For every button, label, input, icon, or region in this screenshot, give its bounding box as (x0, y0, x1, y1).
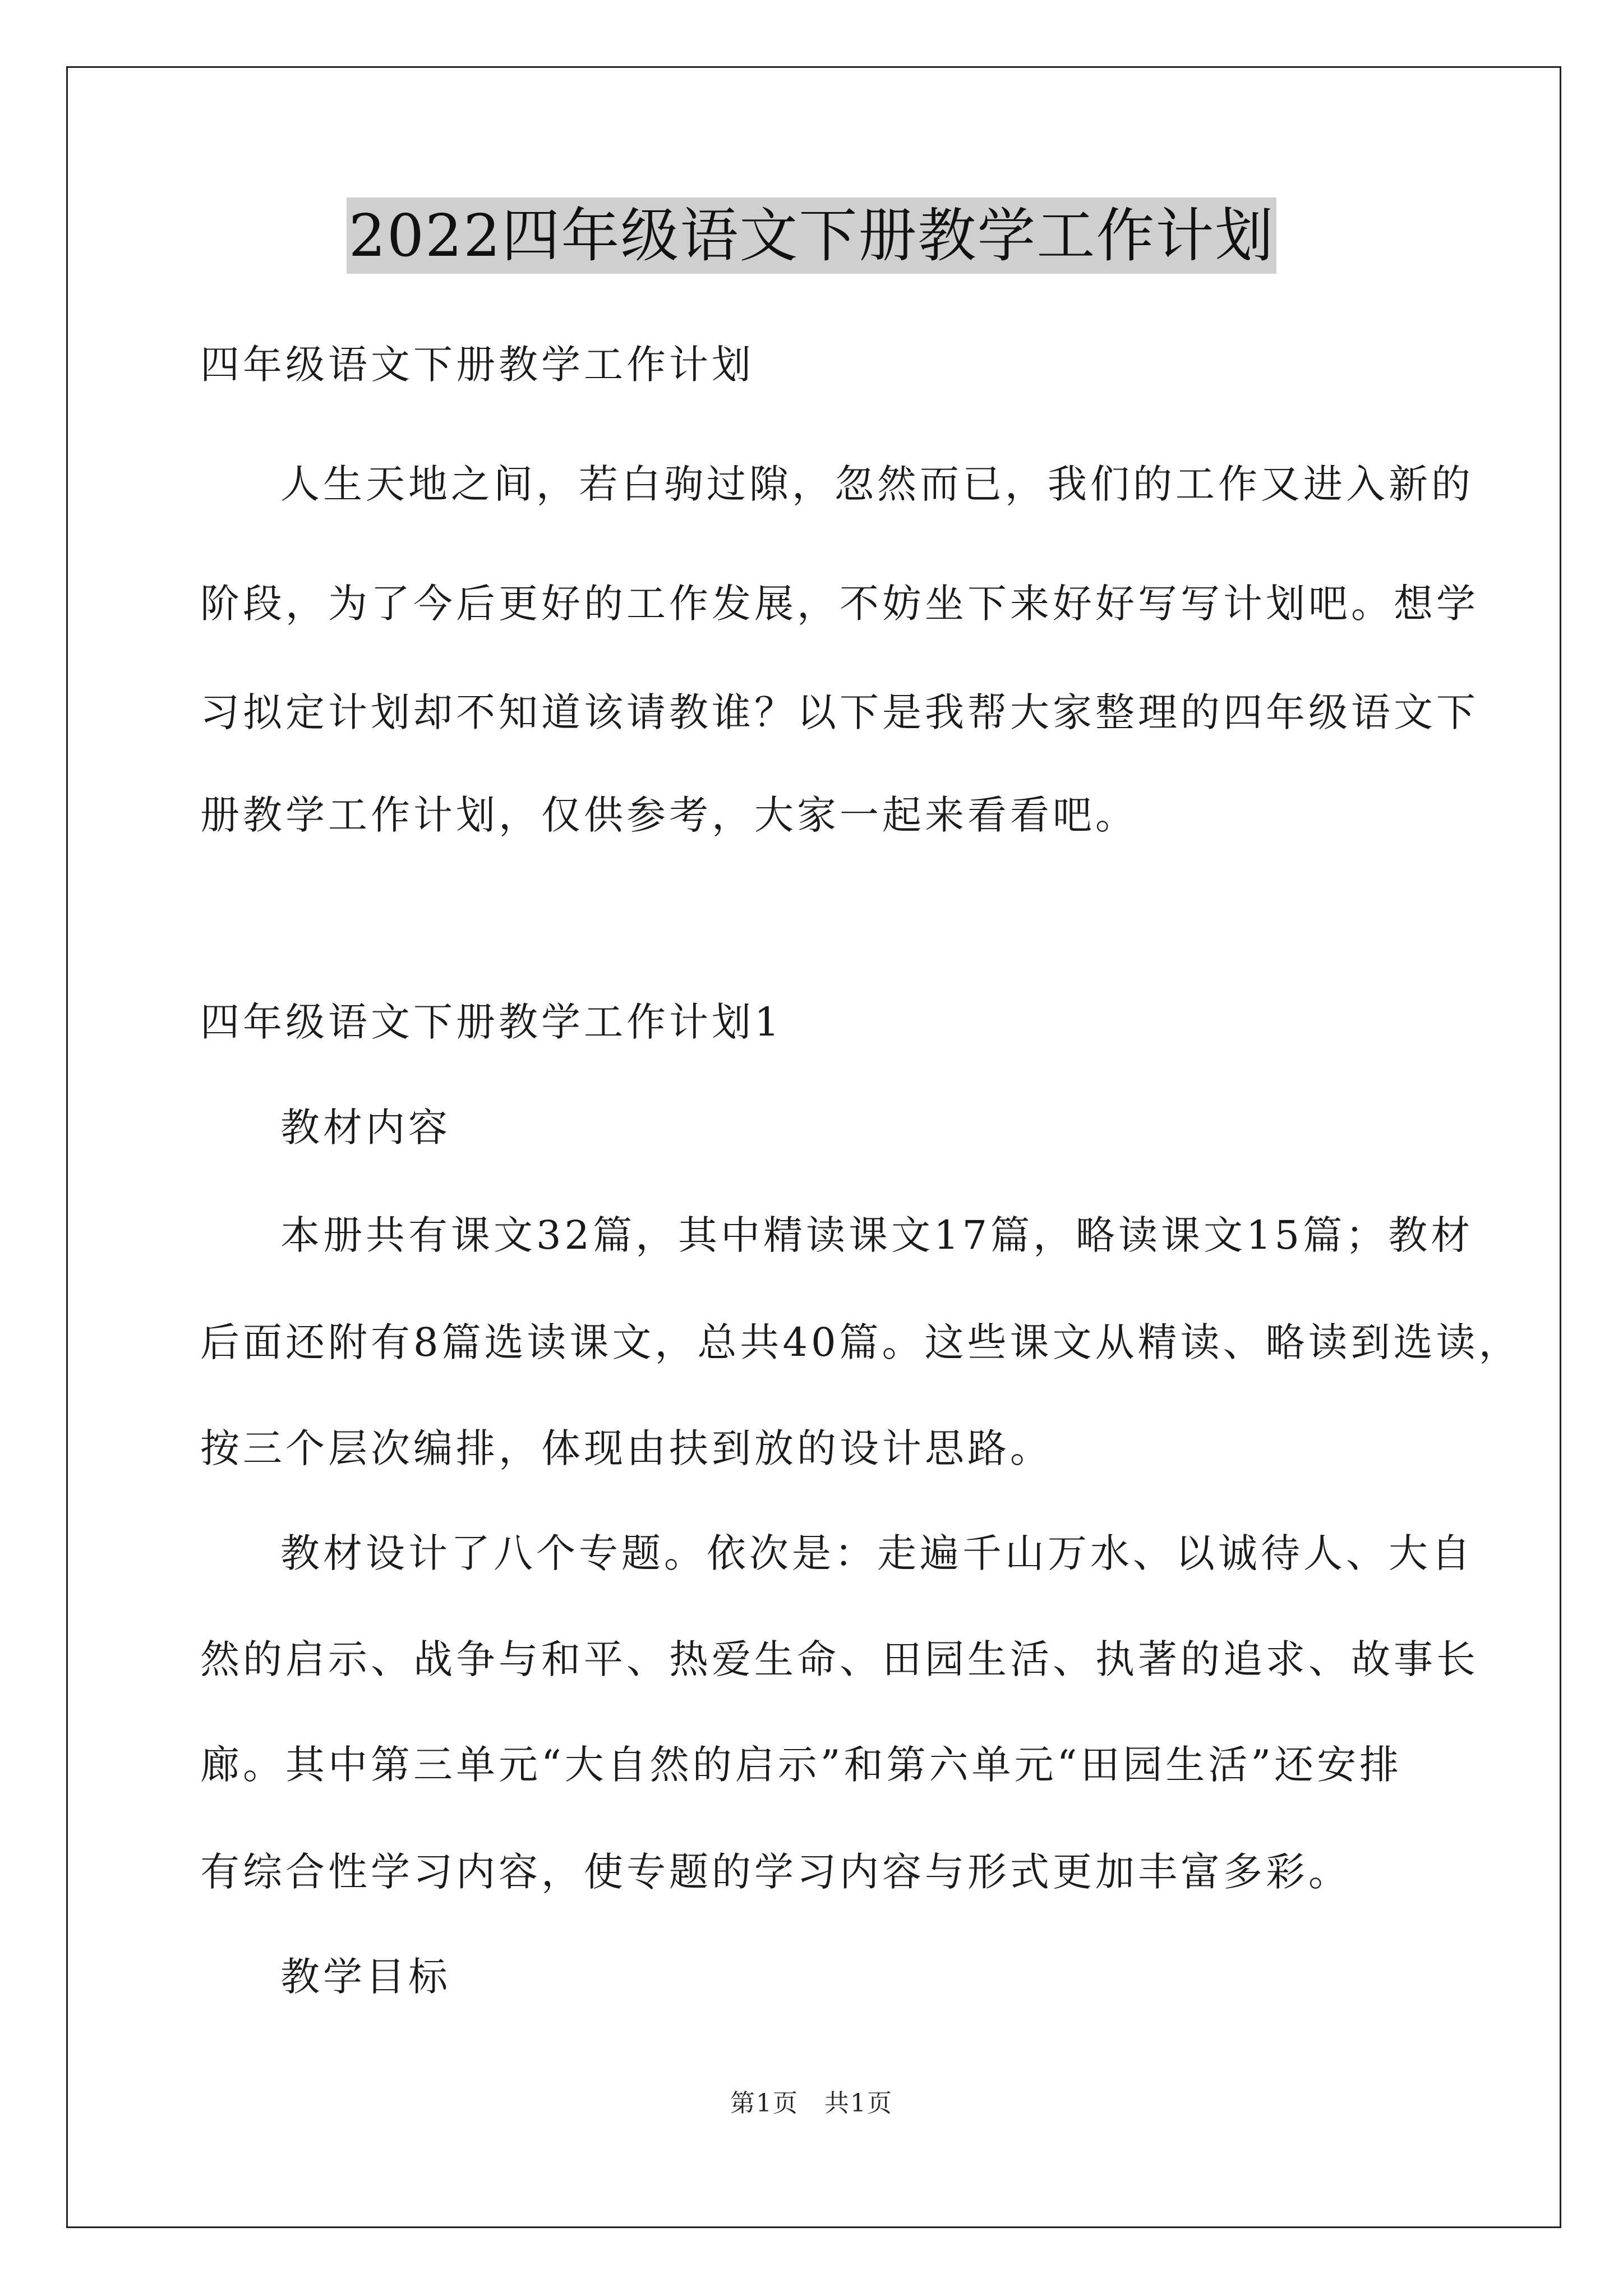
section-heading: 四年级语文下册教学工作计划1 (200, 999, 783, 1045)
intro-line-3: 习拟定计划却不知道该请教谁？以下是我帮大家整理的四年级语文下 (200, 689, 1479, 735)
document-title: 2022四年级语文下册教学工作计划 (347, 197, 1277, 274)
intro-line-2: 阶段，为了今后更好的工作发展，不妨坐下来好好写写计划吧。想学 (200, 581, 1479, 627)
intro-line-1: 人生天地之间，若白驹过隙，忽然而已，我们的工作又进入新的 (280, 461, 1474, 507)
materials-heading: 教材内容 (280, 1105, 451, 1151)
materials-para2-line-3: 廊。其中第三单元“大自然的启示”和第六单元“田园生活”还安排 (200, 1742, 1403, 1788)
subtitle: 四年级语文下册教学工作计划 (200, 342, 754, 388)
materials-para1-line-1: 本册共有课文32篇，其中精读课文17篇，略读课文15篇；教材 (280, 1212, 1474, 1258)
materials-para1-line-3: 按三个层次编排，体现由扶到放的设计思路。 (200, 1425, 1053, 1471)
goals-heading: 教学目标 (280, 1954, 451, 2000)
materials-para2-line-4: 有综合性学习内容，使专题的学习内容与形式更加丰富多彩。 (200, 1849, 1351, 1895)
materials-para1-line-2: 后面还附有8篇选读课文，总共40篇。这些课文从精读、略读到选读， (200, 1319, 1521, 1365)
materials-para2-line-2: 然的启示、战争与和平、热爱生命、田园生活、执著的追求、故事长 (200, 1636, 1479, 1682)
materials-para2-line-1: 教材设计了八个专题。依次是：走遍千山万水、以诚待人、大自 (280, 1530, 1474, 1576)
title-block (0, 197, 1623, 274)
page-footer: 第1页 共1页 (730, 2089, 893, 2118)
intro-line-4: 册教学工作计划，仅供参考，大家一起来看看吧。 (200, 792, 1138, 838)
